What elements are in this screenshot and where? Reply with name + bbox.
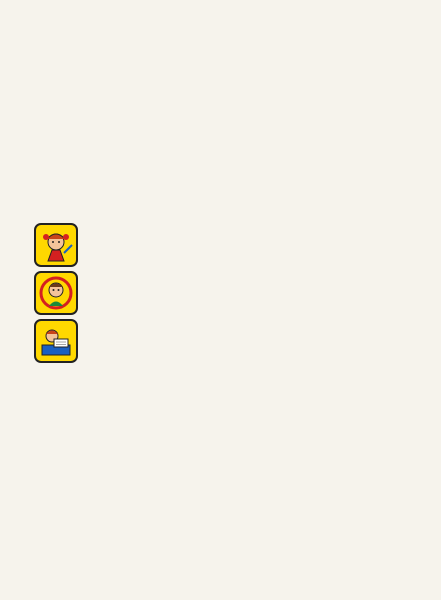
legend-item-write bbox=[34, 222, 86, 268]
check-self-icon bbox=[34, 319, 78, 363]
pencil-girl-icon bbox=[34, 223, 78, 267]
legend-item-compare bbox=[34, 270, 86, 316]
legend-item-check bbox=[34, 318, 86, 364]
compare-boy-icon bbox=[34, 271, 78, 315]
